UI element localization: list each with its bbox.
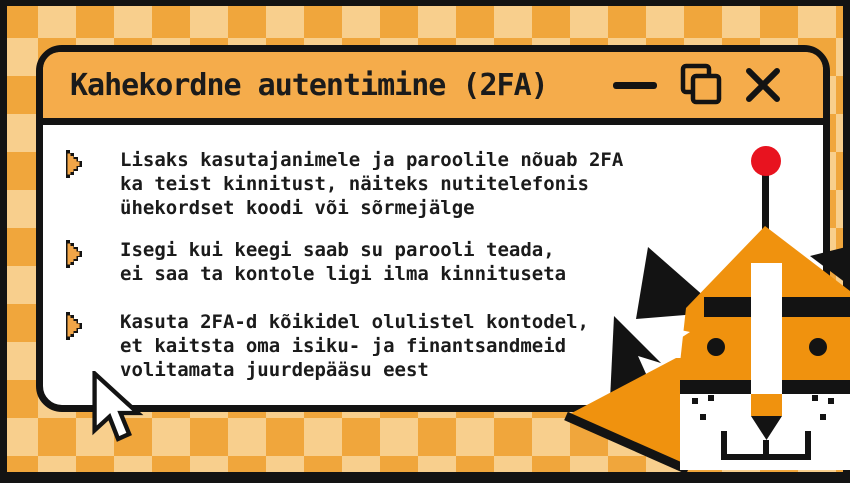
right-eye xyxy=(809,338,827,356)
bullet-line: volitamata juurdepääsu eest xyxy=(120,359,429,381)
close-button[interactable] xyxy=(745,67,781,103)
window-title: Kahekordne autentimine (2FA) xyxy=(70,67,548,103)
bullet-line: Isegi kui keegi saab su parooli teada, xyxy=(120,239,555,261)
arrow-bullet-icon xyxy=(66,150,85,178)
frame-top xyxy=(0,0,850,6)
arrow-bullet-icon xyxy=(66,240,85,268)
bullet-line: ei saa ta kontole ligi ilma kinnituseta xyxy=(120,263,567,285)
window-controls xyxy=(613,63,781,107)
bullet-line: ühekordset koodi või sõrmejälge xyxy=(120,197,475,219)
close-icon xyxy=(745,67,781,103)
pencil-nose-icon xyxy=(751,263,782,394)
minimize-button[interactable] xyxy=(613,82,657,89)
tiger-mascot-illustration xyxy=(540,140,850,483)
bullet-line: ka teist kinnitust, näiteks nutitelefonis xyxy=(120,173,589,195)
restore-icon xyxy=(679,63,723,107)
bullet-line: Lisaks kasutajanimele ja paroolile nõuab 2FA xyxy=(120,149,624,171)
minimize-icon xyxy=(613,82,657,89)
bullet-line: Kasuta 2FA-d kõikidel olulistel kontodel, xyxy=(120,311,589,333)
window-titlebar[interactable] xyxy=(43,52,823,125)
red-antenna-ball-icon xyxy=(751,146,781,176)
mouse-cursor xyxy=(92,371,154,455)
restore-button[interactable] xyxy=(679,63,723,107)
frame-left xyxy=(0,0,7,483)
left-eye xyxy=(707,338,725,356)
frame-bottom xyxy=(0,472,850,483)
antenna-stick xyxy=(762,170,769,234)
arrow-bullet-icon xyxy=(66,312,85,340)
bullet-line: et kaitsta oma isiku- ja finantsandmeid xyxy=(120,335,567,357)
